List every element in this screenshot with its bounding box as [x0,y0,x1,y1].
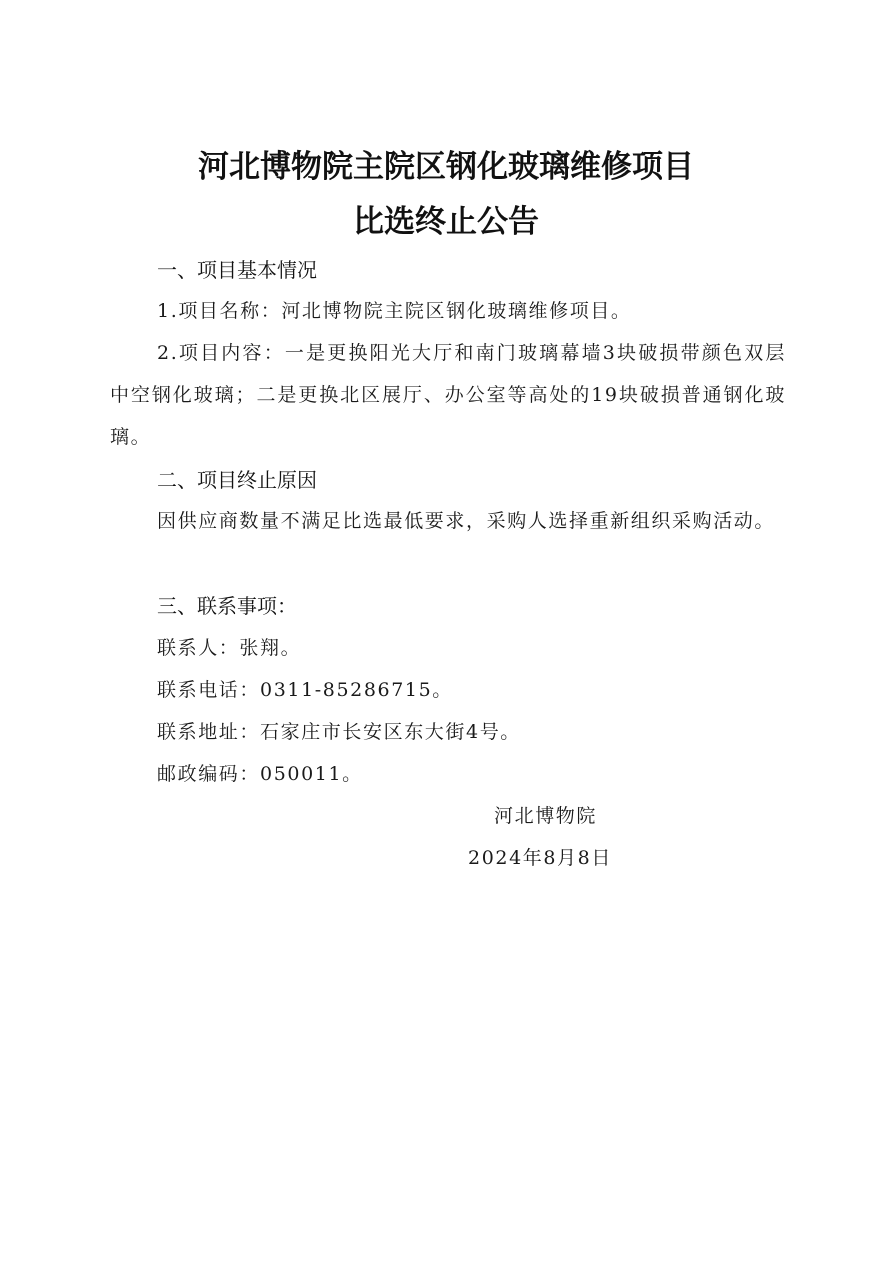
section-heading-basic-info: 一、项目基本情况 [157,258,317,282]
project-content-paragraph: 2.项目内容：一是更换阳光大厅和南门玻璃幕墙3块破损带颜色双层中空钢化玻璃；二是更换北区展厅、办公室等高处的19块破损普通钢化玻璃。 [110,342,786,448]
project-name-paragraph: 1.项目名称：河北博物院主院区钢化玻璃维修项目。 [157,300,632,322]
contact-address: 联系地址：石家庄市长安区东大街4号。 [157,721,521,743]
section-heading-contact: 三、联系事项： [157,594,297,618]
contact-person: 联系人：张翔。 [157,637,302,659]
section-heading-termination-reason: 二、项目终止原因 [157,468,317,492]
document-title-line-1: 河北博物院主院区钢化玻璃维修项目 [198,149,694,185]
signature-date: 2024年8月8日 [468,847,612,869]
termination-reason-paragraph: 因供应商数量不满足比选最低要求，采购人选择重新组织采购活动。 [157,510,776,532]
contact-phone: 联系电话：0311-85286715。 [157,679,453,701]
postal-code: 邮政编码：050011。 [157,763,363,785]
signature-organization: 河北博物院 [494,805,598,827]
document-title-line-2: 比选终止公告 [353,204,539,240]
